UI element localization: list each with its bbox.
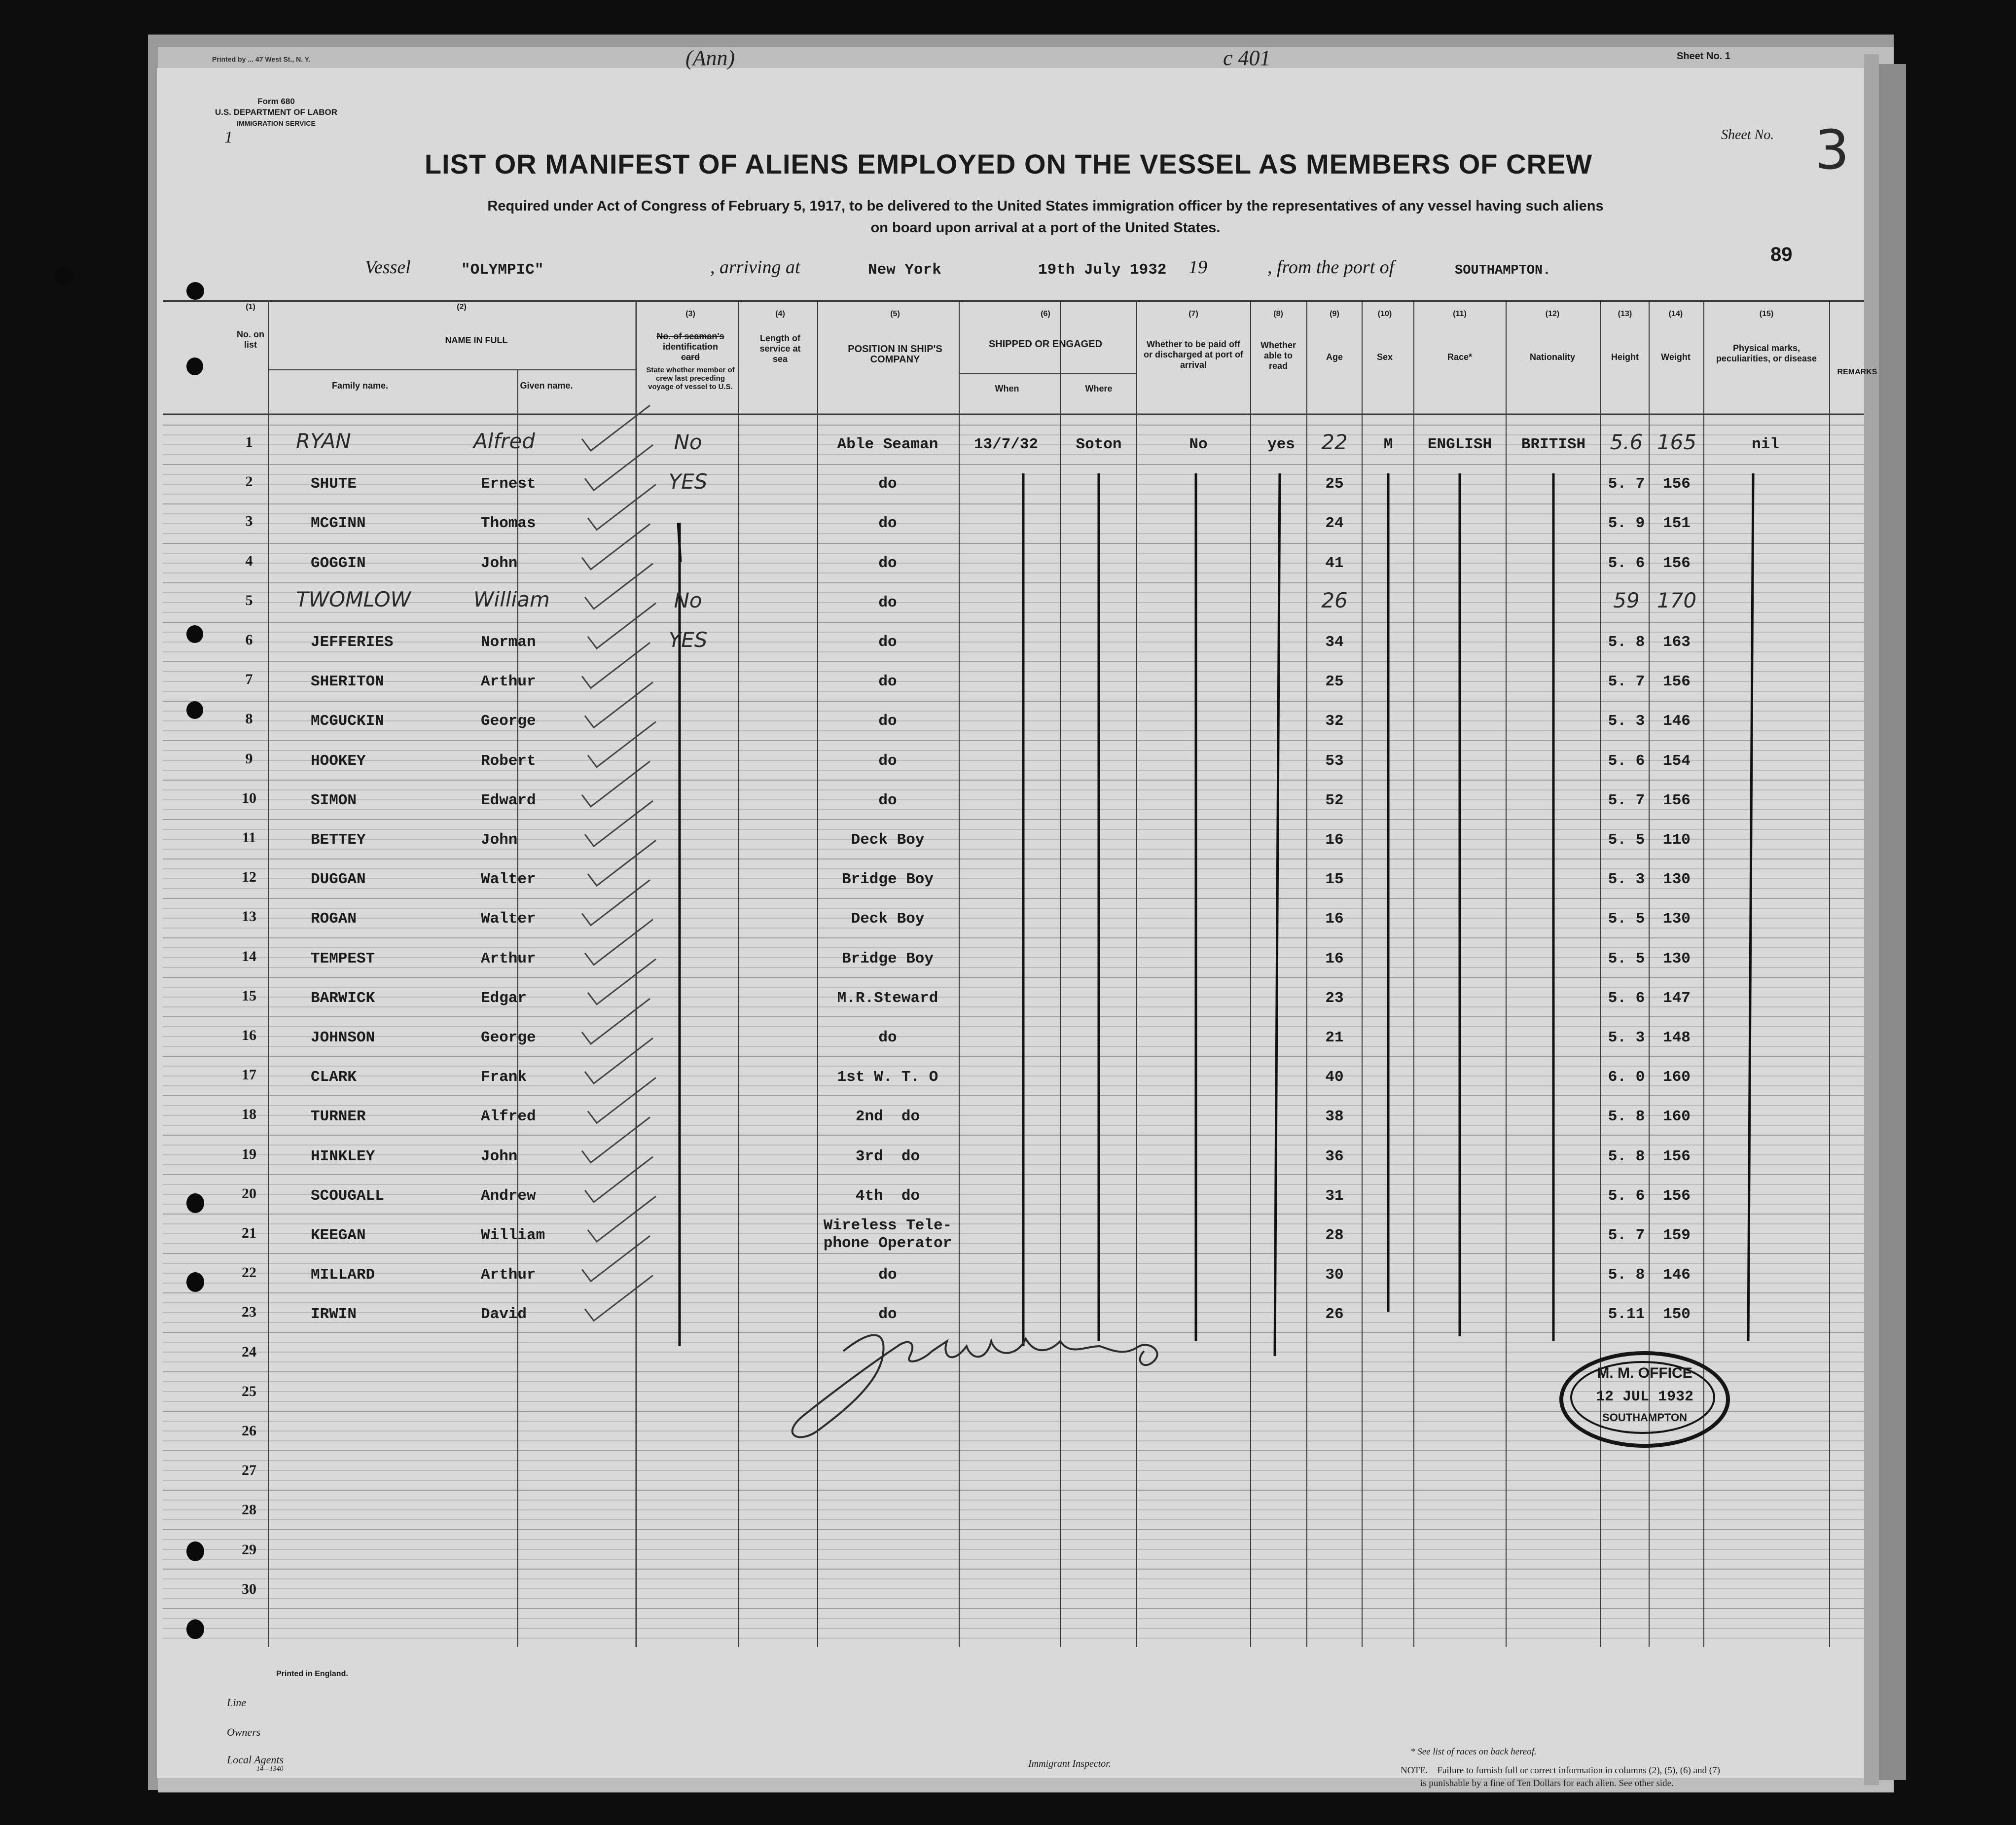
inspector-label: Immigrant Inspector. [1028,1758,1111,1769]
family-name: DUGGAN [311,871,366,889]
row-number: 9 [245,750,253,767]
position: do [878,475,897,493]
family-name-header: Family name. [331,381,389,391]
nationality: BRITISH [1521,436,1586,453]
given-name: Arthur [481,950,536,967]
given-name-header: Given name. [520,381,573,391]
col5-header: POSITION IN SHIP'S COMPANY [848,344,942,365]
position: do [878,1029,897,1046]
margin-mark: 1 [224,128,233,146]
position: 1st W. T. O [837,1069,938,1086]
arriving-label: , arriving at [710,257,800,278]
col15-num: (15) [1759,310,1774,318]
row-number: 12 [242,869,256,886]
weight: 156 [1663,1147,1691,1165]
physical-marks-header: Physical marks, peculiarities, or disease [1716,343,1817,363]
row-number: 15 [242,987,256,1004]
row-number: 5 [245,592,253,608]
penalty-note-1: NOTE.—Failure to furnish full or correct information in columns (2), (5), (6) and (7) [1401,1765,1720,1776]
given-name: William [481,1227,545,1244]
col8-header: Whether able to read [1260,340,1296,371]
age: 41 [1325,554,1344,572]
race: ENGLISH [1427,436,1492,453]
shipped-when: 13/7/32 [973,436,1039,453]
age: 25 [1325,475,1344,493]
row-number: 14 [242,948,256,965]
when-header: When [995,384,1019,394]
age: 23 [1325,989,1344,1007]
family-name: MCGINN [311,515,366,533]
sheet-number: 3 [1815,118,1849,181]
given-name: Arthur [481,673,536,691]
binder-hole [186,282,204,300]
position: do [878,515,897,533]
col4-header: Length of service at sea [759,333,801,364]
page-number: 89 [1770,244,1793,265]
height: 5. 8 [1608,1108,1645,1126]
service: IMMIGRATION SERVICE [237,119,316,127]
where-header: Where [1085,384,1113,394]
previous-voyage: YES [668,469,708,494]
age: 16 [1325,831,1344,849]
height: 5. 3 [1608,871,1645,889]
row-number: 8 [245,711,253,727]
row-number: 13 [242,908,256,925]
row-number: 24 [242,1343,256,1360]
height: 5. 3 [1608,713,1645,730]
height: 5. 6 [1608,554,1645,572]
races-note: * See list of races on back hereof. [1410,1747,1537,1757]
col2-num: (2) [457,303,467,311]
col7-header: Whether to be paid off or discharged at port of arrival [1143,339,1244,370]
height-header: Height [1611,352,1639,362]
table-row [163,1457,1864,1497]
weight: 110 [1663,831,1691,849]
row-number: 17 [242,1067,256,1083]
previous-voyage: YES [668,628,708,652]
age: 22 [1321,430,1348,454]
family-name: JEFFERIES [311,634,394,651]
family-name: RYAN [296,429,351,453]
family-name: MILLARD [311,1266,375,1284]
table-row [163,1537,1864,1576]
height: 5. 6 [1608,989,1645,1007]
age: 32 [1325,713,1344,730]
family-name: MCGUCKIN [311,713,384,730]
height: 5. 8 [1608,634,1645,651]
row-number: 30 [242,1580,256,1597]
row-number: 21 [242,1225,256,1241]
given-name: Norman [481,634,536,651]
paid-off: No [1189,436,1208,453]
given-name: Robert [481,752,536,770]
age: 52 [1325,791,1344,809]
given-name: Ernest [481,475,536,493]
age: 38 [1325,1108,1344,1126]
row-number: 26 [242,1423,256,1439]
family-name: JOHNSON [311,1029,375,1046]
line-label: Line [227,1696,247,1709]
height: 5. 7 [1608,1227,1645,1244]
weight: 150 [1663,1306,1691,1324]
binder-hole [186,625,203,643]
department: U.S. DEPARTMENT OF LABOR [215,107,338,117]
weight: 159 [1663,1227,1691,1244]
vessel-label: Vessel [365,257,411,278]
row-number: 10 [242,789,256,806]
family-name: CLARK [311,1069,357,1086]
given-name: Edward [481,791,536,809]
col2-header: NAME IN FULL [445,335,508,345]
col3-struck-header: No. of seaman's identification card [656,331,724,362]
weight: 151 [1663,515,1691,533]
race-header: Race* [1447,352,1473,362]
row-number: 6 [245,632,253,648]
position: do [878,1306,897,1324]
weight: 146 [1663,713,1691,730]
subtitle-line-1: Required under Act of Congress of February 5, 1917, to be delivered to the United States immigration officer by the representatives of any vessel having such aliens [487,198,1604,214]
given-name: Thomas [481,515,536,533]
height: 5. 5 [1608,910,1645,928]
weight: 148 [1663,1029,1691,1046]
given-name: Arthur [481,1266,536,1284]
position: do [878,752,897,770]
year-prefix: 19 [1188,257,1207,278]
weight: 146 [1663,1266,1691,1284]
position: Able Seaman [837,436,938,453]
col12-num: (12) [1545,310,1560,318]
able-to-read: yes [1267,436,1295,453]
table-row [163,587,1864,627]
penalty-note-2: is punishable by a fine of Ten Dollars for each alien. See other side. [1420,1778,1674,1789]
family-name: GOGGIN [311,554,366,572]
row-number: 2 [245,473,253,490]
col1-num: (1) [246,303,255,311]
age: 25 [1325,673,1344,691]
family-name: ROGAN [311,910,357,928]
family-name: SHERITON [311,673,384,691]
height: 5. 9 [1608,515,1645,533]
weight: 156 [1663,475,1691,493]
position: Deck Boy [851,831,925,849]
row-number: 28 [242,1502,256,1518]
position: do [878,1266,897,1284]
height: 5. 6 [1608,752,1645,770]
position: 2nd do [855,1108,920,1126]
col7-num: (7) [1188,310,1198,318]
col14-num: (14) [1668,310,1683,318]
previous-voyage: No [674,430,702,454]
col1-header: No. on list [237,329,264,350]
binder-hole [186,1272,204,1292]
given-name: Frank [481,1069,527,1086]
position: do [878,713,897,730]
departure-port: SOUTHAMPTON. [1455,263,1551,278]
weight: 154 [1663,752,1691,770]
age: 34 [1325,634,1344,651]
binder-hole [186,701,203,719]
given-name: David [481,1306,527,1324]
previous-voyage: No [674,588,702,612]
binder-hole [55,266,73,286]
row-number: 20 [242,1185,256,1202]
sheet-label: Sheet No. [1721,127,1774,143]
age: 16 [1325,950,1344,967]
col5-num: (5) [890,310,900,318]
row-number: 22 [242,1264,256,1281]
row-number: 4 [245,552,253,569]
table-row [163,1497,1864,1536]
from-port-label: , from the port of [1267,257,1395,278]
given-name: Alfred [481,1108,536,1126]
given-name: Walter [481,910,536,928]
family-name: SCOUGALL [311,1187,384,1205]
age: 21 [1325,1029,1344,1046]
family-name: BARWICK [311,989,375,1007]
top-sheet-label: Sheet No. 1 [1677,51,1730,62]
position: 4th do [855,1187,920,1205]
row-number: 16 [242,1027,256,1043]
weight: 165 [1656,430,1697,454]
row-number: 19 [242,1145,256,1162]
subtitle-line-2: on board upon arrival at a port of the United States. [870,220,1221,236]
row-number: 29 [242,1541,256,1558]
inspector-signature [759,1312,1184,1455]
arrival-port: New York [868,261,941,279]
binder-hole [186,1193,204,1213]
height: 5. 8 [1608,1147,1645,1165]
position: do [878,554,897,572]
page-title: LIST OR MANIFEST OF ALIENS EMPLOYED ON THE VESSEL AS MEMBERS OF CREW [424,148,1593,179]
weight: 156 [1663,791,1691,809]
age: 36 [1325,1147,1344,1165]
weight: 170 [1656,588,1697,612]
given-name: Alfred [473,429,535,453]
row-number: 23 [242,1304,256,1321]
owners-label: Owners [227,1726,261,1738]
age: 24 [1325,515,1344,533]
height: 5.6 [1610,430,1643,454]
given-name: Edgar [481,989,527,1007]
height: 5.11 [1608,1306,1645,1324]
col8-num: (8) [1273,310,1283,318]
position: Bridge Boy [841,871,934,889]
family-name: TEMPEST [311,950,375,967]
weight: 163 [1663,634,1691,651]
binder-hole [186,358,203,375]
position: do [878,634,897,651]
position: Bridge Boy [841,950,934,967]
age: 40 [1325,1069,1344,1086]
col10-num: (10) [1377,310,1392,318]
weight: 156 [1663,673,1691,691]
height: 5. 5 [1608,950,1645,967]
form-number: Form 680 [257,97,295,106]
sex-header: Sex [1376,352,1393,362]
position: 3rd do [855,1147,920,1165]
weight: 130 [1663,910,1691,928]
height: 5. 5 [1608,831,1645,849]
form-code: 14—1340 [256,1765,284,1773]
col9-num: (9) [1330,310,1339,318]
shipped-where: Soton [1076,436,1122,453]
sex: M [1383,436,1393,453]
top-handwritten-number: c 401 [1223,46,1271,70]
col11-num: (11) [1453,310,1467,318]
col13-num: (13) [1618,310,1632,318]
age: 31 [1325,1187,1344,1205]
col3-num: (3) [685,310,695,318]
position: do [878,673,897,691]
weight: 156 [1663,1187,1691,1205]
top-handwritten-note: (Ann) [685,46,735,70]
family-name: HOOKEY [311,752,366,770]
weight-header: Weight [1661,352,1691,362]
family-name: IRWIN [311,1306,357,1324]
row-number: 3 [245,513,253,530]
col6-header: SHIPPED OR ENGAGED [988,339,1103,350]
binder-hole [186,1619,204,1639]
row-number: 1 [245,434,253,450]
nationality-header: Nationality [1529,352,1575,362]
given-name: John [481,554,518,572]
row-number: 18 [242,1106,256,1123]
family-name: SIMON [311,791,357,809]
height: 5. 6 [1608,1187,1645,1205]
position: Wireless Tele- phone Operator [823,1217,952,1252]
age: 16 [1325,910,1344,928]
vessel-name: "OLYMPIC" [461,261,544,279]
agents-label: Local Agents [227,1753,284,1766]
mm-office-stamp [1559,1351,1730,1448]
position: M.R.Steward [837,989,938,1007]
row-number: 27 [242,1462,256,1479]
family-name: TWOMLOW [296,587,411,611]
age: 26 [1321,588,1348,612]
given-name: John [481,831,518,849]
weight: 160 [1663,1108,1691,1126]
height: 59 [1613,588,1640,612]
printed-note: Printed in England. [276,1670,348,1678]
col3-header: State whether member of crew last preceding voyage of vessel to U.S. [646,366,735,391]
height: 5. 7 [1608,791,1645,809]
family-name: KEEGAN [311,1227,366,1244]
family-name: SHUTE [311,475,357,493]
weight: 156 [1663,554,1691,572]
printer-imprint: Printed by ... 47 West St., N. Y. [212,55,311,63]
position: do [878,791,897,809]
stamp-place: SOUTHAMPTON [1602,1411,1687,1424]
binder-hole [186,1541,204,1561]
position: Deck Boy [851,910,925,928]
col6-num: (6) [1041,310,1050,318]
physical-marks: nil [1752,436,1779,453]
given-name: William [473,587,550,611]
row-number: 7 [245,671,253,688]
age: 28 [1325,1227,1344,1244]
family-name: BETTEY [311,831,366,849]
height: 6. 0 [1608,1069,1645,1086]
given-name: George [481,1029,536,1046]
row-number: 25 [242,1383,256,1399]
arrival-date: 19th July 1932 [1038,261,1167,279]
stamp-date: 12 JUL 1932 [1595,1389,1694,1405]
weight: 130 [1663,871,1691,889]
position: do [878,594,897,611]
given-name: Walter [481,871,536,889]
weight: 130 [1663,950,1691,967]
family-name: TURNER [311,1108,366,1126]
age: 15 [1325,871,1344,889]
age: 53 [1325,752,1344,770]
height: 5. 3 [1608,1029,1645,1046]
weight: 147 [1663,989,1691,1007]
given-name: Andrew [481,1187,536,1205]
age: 30 [1325,1266,1344,1284]
height: 5. 8 [1608,1266,1645,1284]
stamp-office: M. M. OFFICE [1597,1365,1692,1381]
weight: 160 [1663,1069,1691,1086]
age-header: Age [1326,352,1343,362]
table-row [163,1576,1864,1615]
given-name: George [481,713,536,730]
remarks-header: REMARKS [1837,368,1877,376]
row-number: 11 [242,829,256,846]
col4-num: (4) [775,310,785,318]
given-name: John [481,1147,518,1165]
height: 5. 7 [1608,673,1645,691]
age: 26 [1325,1306,1344,1324]
family-name: HINKLEY [311,1147,375,1165]
height: 5. 7 [1608,475,1645,493]
